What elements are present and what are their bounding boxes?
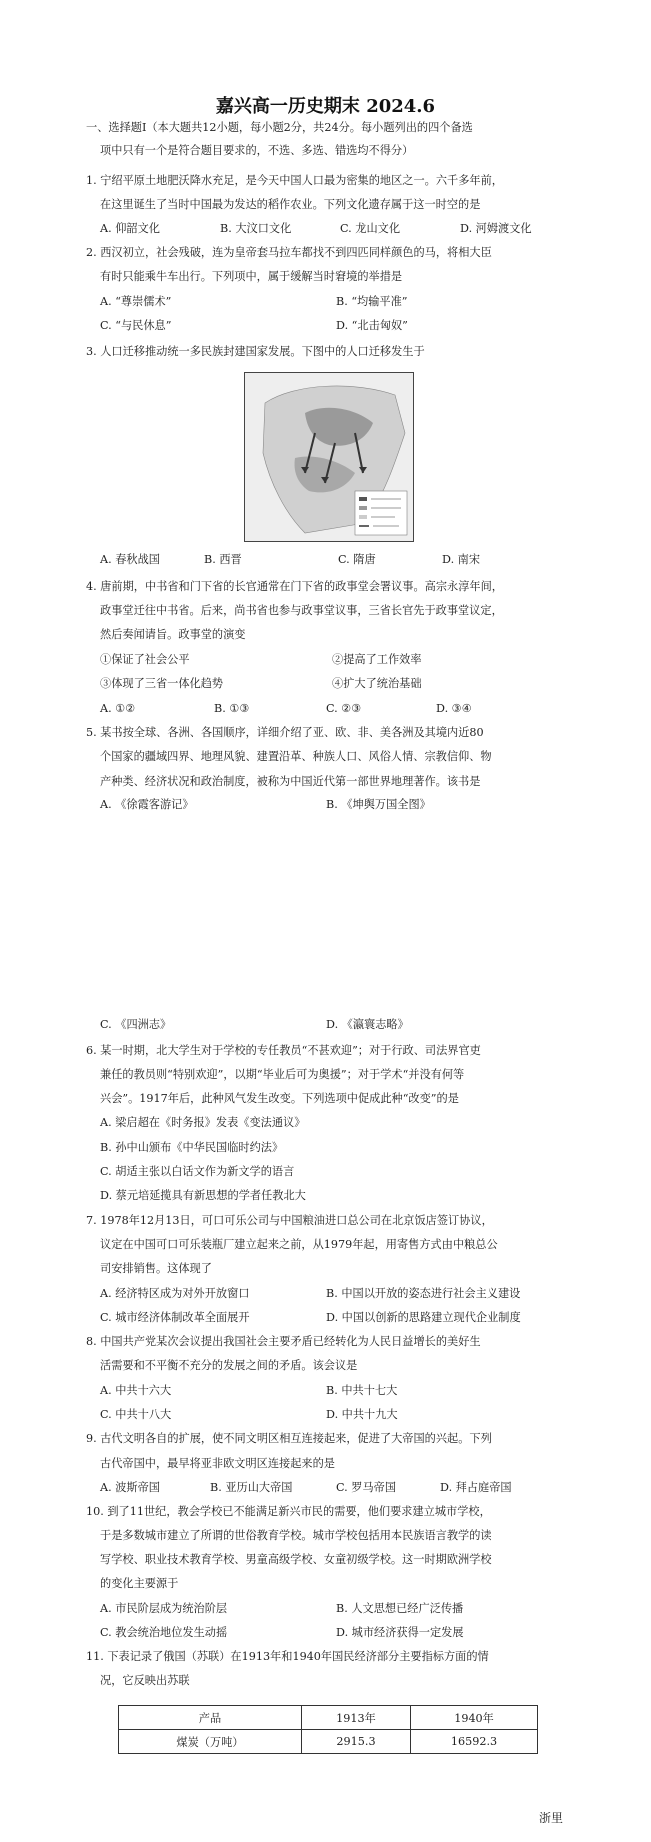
- q7-stem-cont: 议定在中国可口可乐装瓶厂建立起来之前，从1979年起，用寄售方式由中粮总公: [100, 1238, 498, 1251]
- q2-option-c[interactable]: C. “与民休息”: [100, 319, 172, 332]
- q4-item-1: ①保证了社会公平: [100, 653, 190, 666]
- q1-option-a[interactable]: A. 仰韶文化: [100, 222, 160, 235]
- q4-stem-cont: 政事堂迁往中书省。后来，尚书省也参与政事堂议事，三省长官先于政事堂议定，: [100, 604, 503, 617]
- q7-stem-cont2: 司安排销售。这体现了: [100, 1262, 212, 1275]
- table-cell: 煤炭（万吨）: [119, 1730, 302, 1754]
- q5-option-a[interactable]: A. 《徐霞客游记》: [100, 798, 194, 811]
- q1-option-c[interactable]: C. 龙山文化: [340, 222, 401, 235]
- q6-option-c[interactable]: C. 胡适主张以白话文作为新文学的语言: [100, 1165, 295, 1178]
- q4-stem: 4. 唐前期，中书省和门下省的长官通常在门下省的政事堂会署议事。高宗永淳年间，: [86, 580, 503, 593]
- q7-option-d[interactable]: D. 中国以创新的思路建立现代企业制度: [326, 1311, 521, 1324]
- q3-option-c[interactable]: C. 隋唐: [338, 553, 376, 566]
- q3-option-d[interactable]: D. 南宋: [442, 553, 481, 566]
- q5-stem-cont: 个国家的疆域四界、地理风貌、建置沿革、种族人口、风俗人情、宗教信仰、物: [100, 750, 492, 763]
- q10-option-d[interactable]: D. 城市经济获得一定发展: [336, 1626, 464, 1639]
- q7-option-a[interactable]: A. 经济特区成为对外开放窗口: [100, 1287, 250, 1300]
- q5-stem-cont2: 产种类、经济状况和政治制度，被称为中国近代第一部世界地理著作。该书是: [100, 775, 481, 788]
- q9-stem-cont: 古代帝国中，最早将亚非欧文明区连接起来的是: [100, 1457, 335, 1470]
- table-header: 产品: [119, 1706, 302, 1730]
- q2-stem: 2. 西汉初立，社会残破，连为皇帝套马拉车都找不到四匹同样颜色的马，将相大臣: [86, 246, 492, 259]
- q10-option-c[interactable]: C. 教会统治地位发生动摇: [100, 1626, 228, 1639]
- q6-option-b[interactable]: B. 孙中山颁布《中华民国临时约法》: [100, 1141, 284, 1154]
- q8-option-b[interactable]: B. 中共十七大: [326, 1384, 398, 1397]
- table-header-row: [119, 1706, 538, 1730]
- q8-stem-cont: 活需要和不平衡不充分的发展之间的矛盾。该会议是: [100, 1359, 358, 1372]
- q9-option-c[interactable]: C. 罗马帝国: [336, 1481, 397, 1494]
- footer-watermark: 浙里: [539, 1811, 564, 1825]
- q9-stem: 9. 古代文明各自的扩展，使不同文明区相互连接起来，促进了大帝国的兴起。下列: [86, 1432, 492, 1445]
- economy-table: [118, 1705, 538, 1754]
- section-instructions: 一、选择题Ⅰ（本大题共12小题，每小题2分，共24分。每小题列出的四个备选: [86, 121, 473, 134]
- migration-map-graphic: [245, 373, 413, 541]
- migration-map: [244, 372, 414, 542]
- q5-option-b[interactable]: B. 《坤舆万国全图》: [326, 798, 431, 811]
- q10-option-a[interactable]: A. 市民阶层成为统治阶层: [100, 1602, 228, 1615]
- q8-option-d[interactable]: D. 中共十九大: [326, 1408, 398, 1421]
- q6-option-d[interactable]: D. 蔡元培延揽具有新思想的学者任教北大: [100, 1189, 306, 1202]
- q11-stem: 11. 下表记录了俄国（苏联）在1913年和1940年国民经济部分主要指标方面的情: [86, 1650, 489, 1663]
- q4-option-c[interactable]: C. ②③: [326, 702, 362, 715]
- q8-option-c[interactable]: C. 中共十八大: [100, 1408, 172, 1421]
- q4-option-d[interactable]: D. ③④: [436, 702, 472, 715]
- q10-stem-cont: 于是多数城市建立了所谓的世俗教育学校。城市学校包括用本民族语言教学的读: [100, 1529, 492, 1542]
- q3-option-b[interactable]: B. 西晋: [204, 553, 242, 566]
- q10-stem-cont2: 写学校、职业技术教育学校、男童高级学校、女童初级学校。这一时期欧洲学校: [100, 1553, 492, 1566]
- q7-option-c[interactable]: C. 城市经济体制改革全面展开: [100, 1311, 250, 1324]
- q9-option-b[interactable]: B. 亚历山大帝国: [210, 1481, 293, 1494]
- q7-stem: 7. 1978年12月13日，可口可乐公司与中国粮油进口总公司在北京饭店签订协议，: [86, 1214, 493, 1227]
- q8-option-a[interactable]: A. 中共十六大: [100, 1384, 172, 1397]
- q3-stem: 3. 人口迁移推动统一多民族封建国家发展。下图中的人口迁移发生于: [86, 345, 425, 358]
- q4-item-4: ④扩大了统治基础: [332, 677, 422, 690]
- q5-stem: 5. 某书按全球、各洲、各国顺序，详细介绍了亚、欧、非、美各洲及其境内近80: [86, 726, 484, 739]
- q10-stem: 10. 到了11世纪，教会学校已不能满足新兴市民的需要，他们要求建立城市学校，: [86, 1505, 491, 1518]
- q5-option-c[interactable]: C. 《四洲志》: [100, 1018, 172, 1031]
- page-title: 嘉兴高一历史期末 2024.6: [215, 96, 436, 117]
- q1-option-d[interactable]: D. 河姆渡文化: [460, 222, 532, 235]
- q9-option-d[interactable]: D. 拜占庭帝国: [440, 1481, 512, 1494]
- q2-stem-cont: 有时只能乘牛车出行。下列项中，属于缓解当时窘境的举措是: [100, 270, 403, 283]
- q2-option-a[interactable]: A. “尊崇儒术”: [100, 295, 172, 308]
- q4-item-3: ③体现了三省一体化趋势: [100, 677, 224, 690]
- q2-option-b[interactable]: B. “均输平准”: [336, 295, 408, 308]
- table-cell: 2915.3: [301, 1730, 410, 1754]
- q1-stem: 1. 宁绍平原土地肥沃降水充足，是今天中国人口最为密集的地区之一。六千多年前，: [86, 174, 503, 187]
- table-cell: 16592.3: [411, 1730, 538, 1754]
- section-instructions-cont: 项中只有一个是符合题目要求的，不选、多选、错选均不得分）: [100, 144, 414, 157]
- q11-stem-cont: 况，它反映出苏联: [100, 1674, 190, 1687]
- q9-option-a[interactable]: A. 波斯帝国: [100, 1481, 160, 1494]
- q6-stem: 6. 某一时期，北大学生对于学校的专任教员“不甚欢迎”；对于行政、司法界官吏: [86, 1044, 481, 1057]
- table-row: [119, 1730, 538, 1754]
- q4-stem-cont2: 然后奏闻请旨。政事堂的演变: [100, 628, 246, 641]
- q2-option-d[interactable]: D. “北击匈奴”: [336, 319, 408, 332]
- table-header: 1940年: [411, 1706, 538, 1730]
- q6-option-a[interactable]: A. 梁启超在《时务报》发表《变法通议》: [100, 1116, 306, 1129]
- q4-item-2: ②提高了工作效率: [332, 653, 422, 666]
- q8-stem: 8. 中国共产党某次会议提出我国社会主要矛盾已经转化为人民日益增长的美好生: [86, 1335, 481, 1348]
- q3-option-a[interactable]: A. 春秋战国: [100, 553, 160, 566]
- q5-option-d[interactable]: D. 《瀛寰志略》: [326, 1018, 409, 1031]
- table-header: 1913年: [301, 1706, 410, 1730]
- q4-option-b[interactable]: B. ①③: [214, 702, 250, 715]
- q1-option-b[interactable]: B. 大汶口文化: [220, 222, 292, 235]
- q7-option-b[interactable]: B. 中国以开放的姿态进行社会主义建设: [326, 1287, 521, 1300]
- q1-stem-cont: 在这里诞生了当时中国最为发达的稻作农业。下列文化遗存属于这一时空的是: [100, 198, 481, 211]
- q6-stem-cont2: 兴会”。1917年后，此种风气发生改变。下列选项中促成此种“改变”的是: [100, 1092, 459, 1105]
- q6-stem-cont: 兼任的教员则“特别欢迎”，以期“毕业后可为奥援”；对于学术“并没有何等: [100, 1068, 465, 1081]
- q10-stem-cont3: 的变化主要源于: [100, 1577, 179, 1590]
- q4-option-a[interactable]: A. ①②: [100, 702, 136, 715]
- q10-option-b[interactable]: B. 人文思想已经广泛传播: [336, 1602, 464, 1615]
